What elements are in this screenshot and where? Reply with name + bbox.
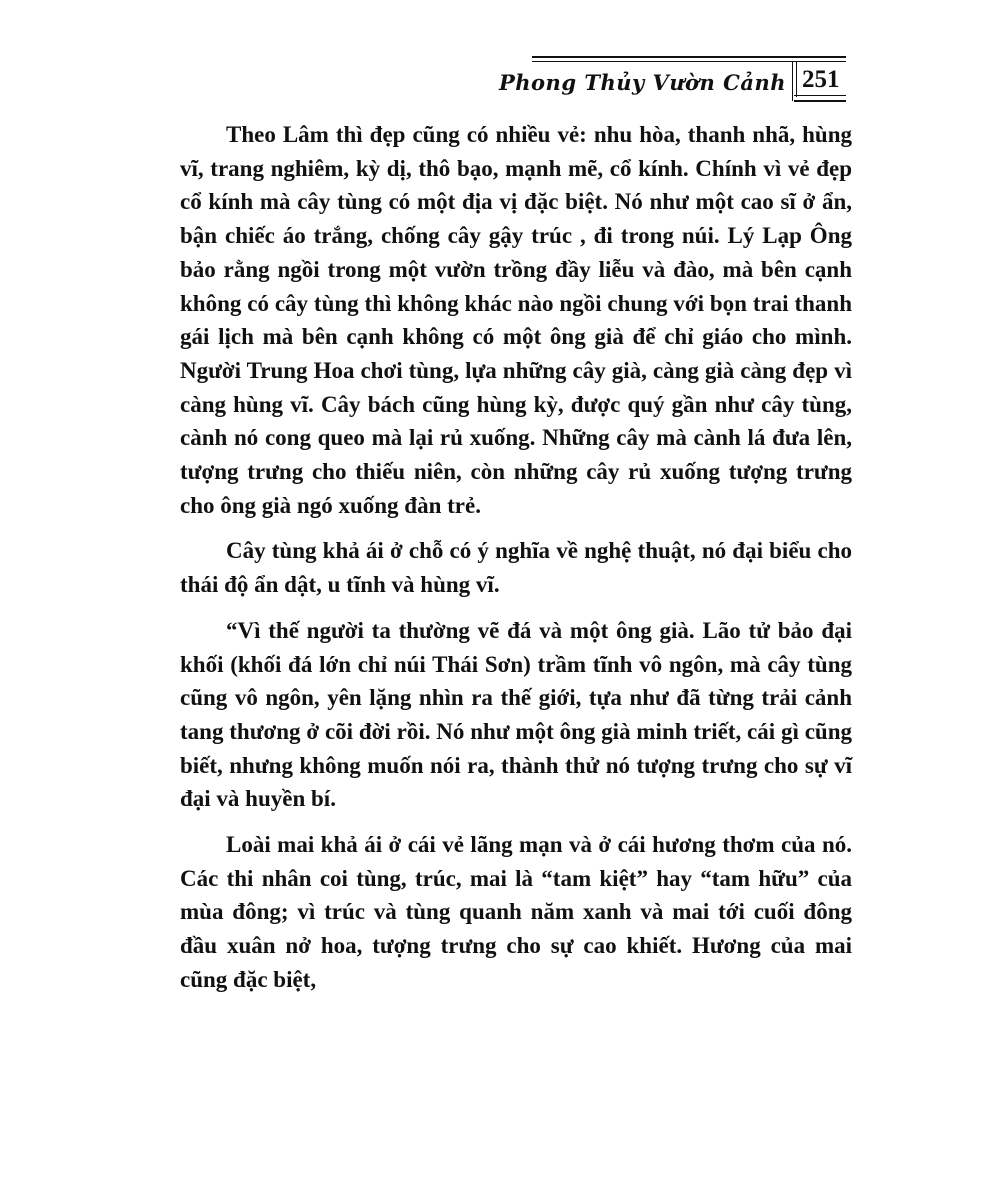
header-rule-top-inner xyxy=(532,61,846,62)
header-rule-bottom xyxy=(794,100,846,102)
header-rule-bottom-inner xyxy=(794,95,846,96)
header-divider-inner xyxy=(796,61,797,97)
paragraph: “Vì thế người ta thường vẽ đá và một ông già. Lão tử bảo đại khối (khối đá lớn chỉ núi Thái Sơn) trầm tĩnh vô ngôn, mà cây tùng cũng vô ngôn, yên lặng nhìn ra thế giới, tựa như đã từng trải cảnh tang thương ở cõi đời rồi. Nó như một ông già minh triết, cái gì cũng biết, nhưng không muốn nói ra, thành thử nó tượng trưng cho sự vĩ đại và huyền bí. xyxy=(180,617,852,812)
paragraph: Cây tùng khả ái ở chỗ có ý nghĩa về nghệ thuật, nó đại biểu cho thái độ ẩn dật, u tĩnh và hùng vĩ. xyxy=(180,538,852,598)
header-rule-top xyxy=(532,56,846,58)
paragraph: Theo Lâm thì đẹp cũng có nhiều vẻ: nhu hòa, thanh nhã, hùng vĩ, trang nghiêm, kỳ dị, thô bạo, mạnh mẽ, cổ kính. Chính vì vẻ đẹp cổ kính mà cây tùng có một địa vị đặc biệt. Nó như một cao sĩ ở ẩn, bận chiếc áo trắng, chống cây gậy trúc , đi trong núi. Lý Lạp Ông bảo rằng ngồi trong một vườn trồng đầy liễu và đào, mà bên cạnh không có cây tùng thì không khác nào ngồi chung với bọn trai thanh gái lịch mà bên cạnh không có một ông già để chỉ giáo cho mình. Người Trung Hoa chơi tùng, lựa những cây già, càng già càng đẹp vì càng hùng vĩ. Cây bách cũng hùng kỳ, được quý gần như cây tùng, cành nó cong queo mà lại rủ xuống. Những cây mà cành lá đưa lên, tượng trưng cho thiếu niên, còn những cây rủ xuống tượng trưng cho ông già ngó xuống đàn trẻ. xyxy=(180,122,852,518)
paragraph: Loài mai khả ái ở cái vẻ lãng mạn và ở cái hương thơm của nó. Các thi nhân coi tùng, trúc, mai là “tam kiệt” hay “tam hữu” của mùa đông; vì trúc và tùng quanh năm xanh và mai tới cuối đông đầu xuân nở hoa, tượng trưng cho sự cao khiết. Hương của mai cũng đặc biệt, xyxy=(180,832,852,992)
header-divider-outer xyxy=(792,61,793,101)
page-number: 251 xyxy=(802,66,840,93)
page-body xyxy=(180,118,852,1009)
running-title: Phong Thủy Vườn Cảnh xyxy=(498,70,786,95)
page-header xyxy=(498,56,846,102)
